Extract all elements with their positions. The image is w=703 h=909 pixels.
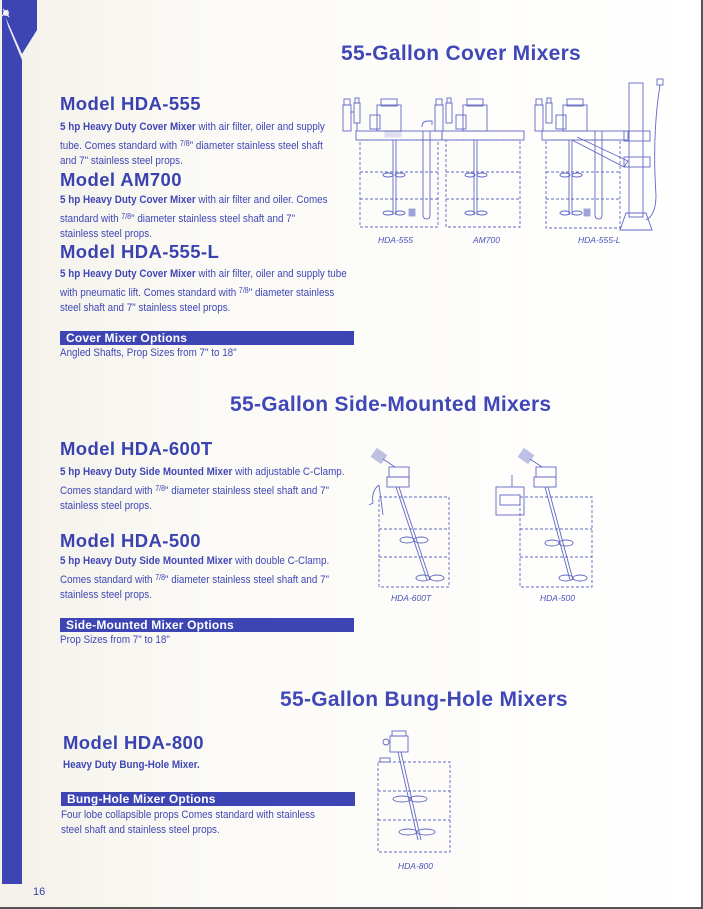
figure-am700	[432, 95, 532, 230]
left-brand-band	[0, 0, 40, 884]
model-title-am700: Model AM700	[60, 169, 182, 190]
figure-hda-600t	[365, 445, 475, 590]
options-bar-cover-mixers: Cover Mixer Options	[60, 331, 354, 345]
figure-hda-555-l	[532, 75, 672, 235]
options-text-cover-mixers: Angled Shafts, Prop Sizes from 7" to 18"	[60, 347, 237, 359]
figure-label-am700: AM700	[473, 235, 500, 245]
model-title-hda-800: Model HDA-800	[63, 732, 204, 753]
model-title-hda-500: Model HDA-500	[60, 530, 201, 551]
section-title-cover-mixers: 55-Gallon Cover Mixers	[341, 42, 582, 65]
options-text-side-mounted-mixers: Prop Sizes from 7" to 18"	[60, 634, 170, 646]
figure-label-hda-555: HDA-555	[378, 235, 413, 245]
model-desc-hda-600t: 5 hp Heavy Duty Side Mounted Mixer with adjustable C-Clamp. Comes standard with $^{7/8}$" diameter stainless steel shaft and 7" stainless steel props.	[60, 466, 345, 512]
section-title-bung-hole-mixers: 55-Gallon Bung-Hole Mixers	[280, 688, 568, 711]
model-title-hda-600t: Model HDA-600T	[60, 438, 213, 459]
options-text-bung-hole-mixers-line2: steel shaft and stainless steel props.	[61, 824, 220, 836]
model-desc-hda-555: 5 hp Heavy Duty Cover Mixer with air filter, oiler and supply tube. Comes standard with $^{7/8}$" diameter stainless steel shaft and 7" stainless steel props.	[60, 121, 325, 167]
page-number: 16	[33, 886, 46, 898]
figure-label-hda-800: HDA-800	[398, 861, 433, 871]
model-desc-hda-500: 5 hp Heavy Duty Side Mounted Mixer with double C-Clamp. Comes standard with $^{7/8}$" diameter stainless steel shaft and 7" stainless steel props.	[60, 555, 330, 601]
options-bar-side-mounted-mixers: Side-Mounted Mixer Options	[60, 618, 354, 632]
options-text-bung-hole-mixers-line1: Four lobe collapsible props Comes standard with stainless	[61, 809, 315, 821]
figure-label-hda-500: HDA-500	[540, 593, 575, 603]
model-title-hda-555-l: Model HDA-555-L	[60, 241, 220, 262]
model-desc-hda-555-l: 5 hp Heavy Duty Cover Mixer with air filter, oiler and supply tube with pneumatic lift. Comes standard with $^{7/8}$" diameter stainless steel shaft and 7" stainless steel props.	[60, 268, 347, 314]
section-title-side-mounted-mixers: 55-Gallon Side-Mounted Mixers	[230, 393, 552, 416]
model-desc-hda-800: Heavy Duty Bung-Hole Mixer.	[63, 759, 200, 771]
figure-hda-800	[372, 728, 462, 858]
figure-label-hda-600t: HDA-600T	[391, 593, 432, 603]
figure-label-hda-555-l: HDA-555-L	[578, 235, 621, 245]
figure-hda-500	[490, 445, 600, 590]
model-desc-am700: 5 hp Heavy Duty Cover Mixer with air filter and oiler. Comes standard with $^{7/8}$" diameter stainless steel shaft and 7" stainless steel props.	[60, 194, 328, 240]
options-bar-bung-hole-mixers: Bung-Hole Mixer Options	[61, 792, 355, 806]
model-title-hda-555: Model HDA-555	[60, 93, 201, 114]
